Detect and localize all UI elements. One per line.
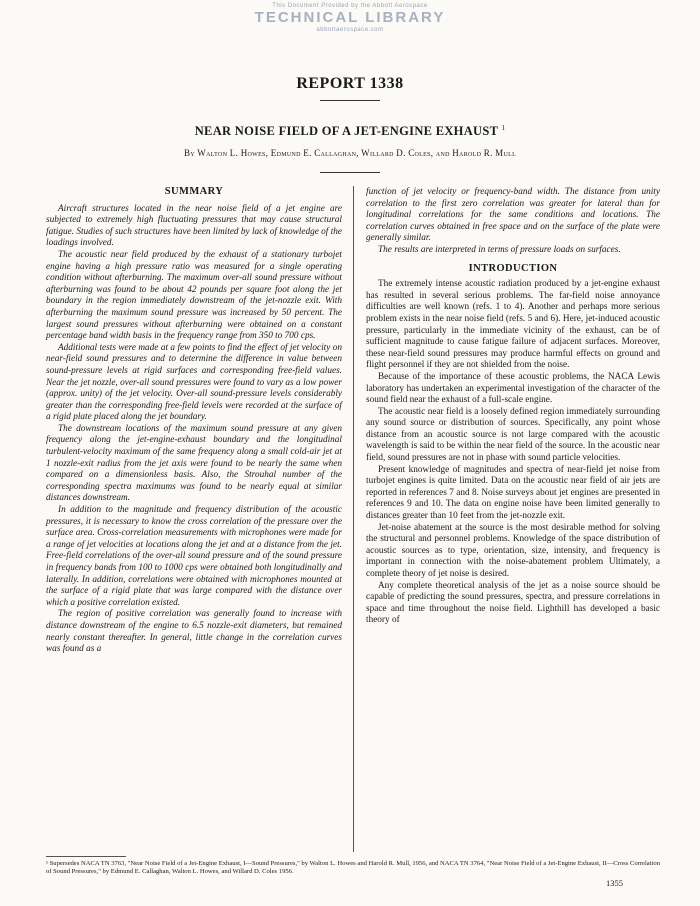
title-rule-bottom: [320, 172, 380, 173]
report-number: REPORT 1338: [296, 75, 404, 92]
summary-continued-paragraph: function of jet velocity or frequency-band width. The distance from unity correlation to the first zero correlation was greater for lateral than for longitudinal correlations for the same conditions and locations. The correlation curves obtained in free space and on the surface of the plate were generally similar.: [366, 187, 660, 244]
title-rule-top: [320, 100, 380, 101]
summary-continued-paragraph: The results are interpreted in terms of pressure loads on surfaces.: [378, 244, 621, 255]
watermark-url: abbottaerospace.com: [316, 27, 384, 33]
authors: By Walton L. Howes, Edmund E. Callaghan, Willard D. Coles, and Harold R. Mull: [183, 148, 517, 158]
summary-paragraph: In addition to the magnitude and frequency distribution of the acoustic pressures, it is necessary to know the cross correlation of the pressure over the surface area. Cross-correlation measurements with microphones were made for a range of jet velocities at locations along the jet and at a distance from the jet. Free-field correlations of the over-all sound pressure and of the sound pressure in frequency bands from 100 to 1000 cps were obtained both longitudinally and laterally. In addition, correlations were obtained with microphones mounted at the surface of a rigid plate that was large compared with the distance over which a positive correlation existed.: [46, 505, 342, 608]
paper-title: [0, 124, 700, 139]
left-column: [46, 186, 342, 656]
footnote: ¹ Supersedes NACA TN 3763, "Near Noise Field of a Jet-Engine Exhaust, I—Sound Pressures," by Walton L. Howes and Harold R. Mull, 1956, and NACA TN 3764, "Near Noise Field of a Jet-Engine Exhaust, II—Cross Correlation of Sound Pressures," by Edmund E. Callaghan, Walton L. Howes, and Willard D. Coles 1956.: [46, 860, 660, 876]
introduction-paragraph: Present knowledge of magnitudes and spectra of near-field jet noise from turbojet engines is quite limited. Data on the acoustic near field of air jets are reported in references 7 and 8. Noise surveys about jet engines are presented in references 9 and 10. The data on engine noise have been limited generally to distances greater than 10 feet from the jet-nozzle exit.: [366, 464, 660, 522]
introduction-paragraph: Because of the importance of these acoustic problems, the NACA Lewis laboratory has undertaken an experimental investigation of the character of the sound field near the exhaust of a full-scale engine.: [366, 371, 660, 406]
summary-paragraph: The region of positive correlation was generally found to increase with distance downstream of the engine to 6.5 nozzle-exit diameters, but remained nearly constant thereafter. In general, little change in the correlation curves was found as a: [46, 609, 342, 655]
watermark-line-1: This Document Provided by the Abbott Aerospace: [272, 3, 428, 9]
column-divider: [353, 186, 354, 852]
summary-paragraph: The downstream locations of the maximum sound pressure at any given frequency along the jet-engine-exhaust boundary and the longitudinal turbulent-velocity maximum of the same frequency along a small cold-air jet at 1 nozzle-exit radius from the jet axis were found to be nearly the same when compared on a dimensionless basis. Also, the Strouhal number of the corresponding spectra maximums was found to be nearly equal at similar distances downstream.: [46, 423, 342, 504]
footnote-rule: [46, 856, 126, 857]
summary-paragraph: Aircraft structures located in the near noise field of a jet engine are subjected to extremely high fluctuating pressures that may cause structural fatigue. Studies of such structures have been limited by lack of knowledge of the loadings involved.: [46, 203, 342, 249]
right-column: [366, 187, 660, 627]
introduction-paragraph: The acoustic near field is a loosely defined region immediately surrounding any sound source or distribution of sources. Specifically, any point whose distance from an acoustic source is not large compared with the acoustic wavelength is said to be within the near field of the source. In the acoustic near field, sound pressures are not in phase with sound particle velocities.: [366, 406, 660, 464]
introduction-paragraph: Jet-noise abatement at the source is the most desirable method for solving the structural and personnel problems. Knowledge of the space distribution of acoustic sources as to type, orientation, size, intensity, and frequency is important in connection with the noise-abatement problem Ultimately, a complete theory of jet noise is desired.: [366, 522, 660, 579]
title-text: NEAR NOISE FIELD OF A JET-ENGINE EXHAUST: [194, 124, 499, 139]
watermark-title: TECHNICAL LIBRARY: [254, 9, 446, 26]
page-number: 1355: [606, 878, 623, 888]
introduction-heading: INTRODUCTION: [468, 262, 558, 274]
summary-paragraph: The acoustic near field produced by the exhaust of a stationary turbojet engine having a high pressure ratio was measured for a single operating condition without afterburning. The maximum over-all sound pressure without afterburning was found to be about 42 pounds per square foot along the jet boundary in the region immediately downstream of the jet-nozzle exit. With afterburning the maximum sound pressure was increased by 50 percent. The largest sound pressures without afterburning were obtained on a constant percentage band width basis in the frequency range from 350 to 700 cps.: [46, 249, 342, 342]
summary-paragraph: Additional tests were made at a few points to find the effect of jet velocity on near-field sound pressures and to determine the difference in value between sound-pressure levels at rigid surfaces and corresponding free-field values. Near the jet nozzle, over-all sound pressures were found to vary as a low power (approx. unity) of the jet velocity. Over-all sound-pressure levels considerably greater than the corresponding free-field levels were recorded at the surface of a rigid plate placed along the jet boundary.: [46, 342, 342, 423]
title-footnote-mark: 1: [501, 124, 506, 132]
introduction-paragraph: The extremely intense acoustic radiation produced by a jet-engine exhaust has resulted in several serious problems. The far-field noise annoyance difficulties are well known (refs. 1 to 4). Another and perhaps more serious problem exists in the near noise field (refs. 5 and 6). Here, jet-induced acoustic pressure, particularly in the immediate vicinity of the exhaust, can be of sufficient magnitude to cause fatigue failure of adjacent surfaces. Moreover, these near-field sound pressures may produce harmful effects on ground and flight personnel if they are not shielded from the noise.: [366, 279, 660, 371]
summary-heading: SUMMARY: [164, 186, 224, 197]
introduction-paragraph: Any complete theoretical analysis of the jet as a noise source should be capable of predicting the sound pressures, spectra, and pressure correlations in space and time throughout the noise field. Lighthill has developed a basic theory of: [366, 580, 660, 626]
